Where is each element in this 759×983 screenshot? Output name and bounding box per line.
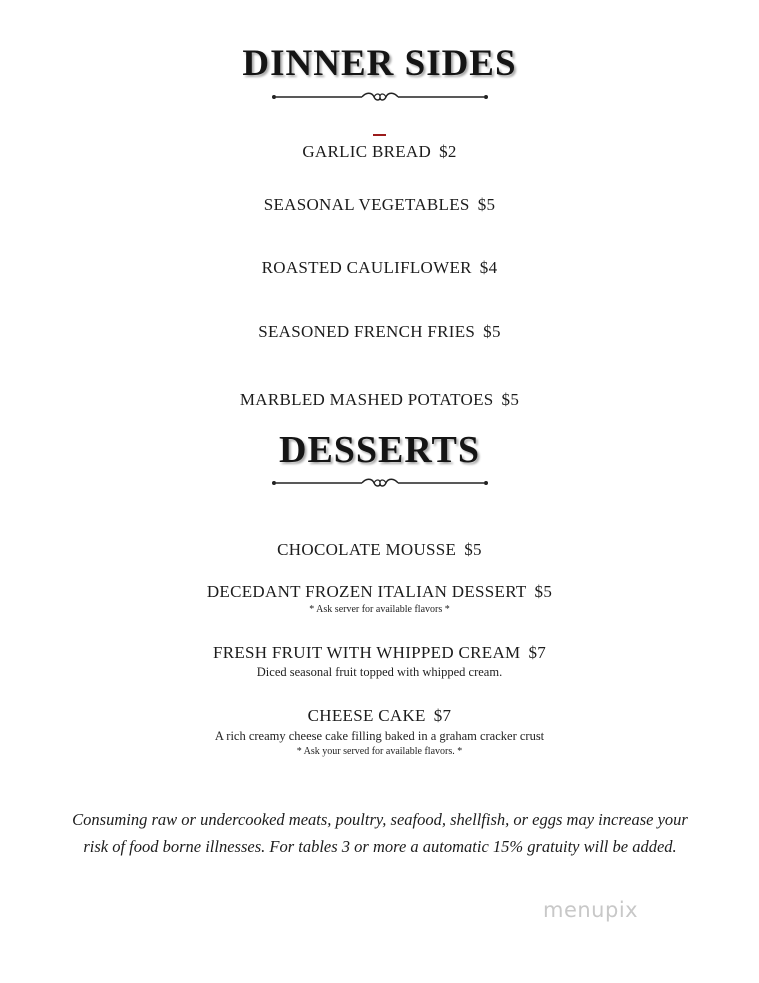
item-price: $4 xyxy=(479,258,498,277)
item-price: $7 xyxy=(528,643,547,662)
dinner-sides-heading: DINNER SIDES xyxy=(242,43,517,84)
item-price: $7 xyxy=(433,706,452,725)
divider-flourish-icon xyxy=(270,476,490,490)
item-price: $2 xyxy=(439,142,457,161)
menu-item xyxy=(0,643,759,663)
menu-item xyxy=(0,258,759,278)
item-price: $5 xyxy=(477,195,496,214)
item-note: * Ask server for available flavors * xyxy=(309,604,450,615)
menu-item xyxy=(0,540,759,560)
menu-item xyxy=(0,142,759,162)
item-price: $5 xyxy=(464,540,482,559)
food-safety-disclaimer xyxy=(40,806,720,860)
menupix-watermark: menupix xyxy=(543,898,639,922)
item-name: CHEESE CAKE xyxy=(307,706,426,725)
disclaimer-line: Consuming raw or undercooked meats, poultry, seafood, shellfish, or eggs may increase your xyxy=(72,810,688,829)
item-note: * Ask your served for available flavors. * xyxy=(296,746,463,757)
item-name: SEASONED FRENCH FRIES xyxy=(258,322,476,341)
menu-item xyxy=(0,195,759,215)
item-price: $5 xyxy=(501,390,520,409)
menu-item xyxy=(0,390,759,410)
item-name: MARBLED MASHED POTATOES xyxy=(239,390,494,409)
desserts-heading: DESSERTS xyxy=(279,429,480,471)
item-name: GARLIC BREAD xyxy=(302,142,432,161)
menu-item xyxy=(0,582,759,602)
item-note: A rich creamy cheese cake filling baked in a graham cracker crust xyxy=(214,729,545,743)
item-name: DECEDANT FROZEN ITALIAN DESSERT xyxy=(206,582,527,601)
disclaimer-line: risk of food borne illnesses. For tables 3 or more a automatic 15% gratuity will be added. xyxy=(83,837,677,856)
item-note: Diced seasonal fruit topped with whipped cream. xyxy=(256,665,503,679)
divider-flourish-icon xyxy=(270,90,490,104)
menu-item xyxy=(0,322,759,342)
item-name: SEASONAL VEGETABLES xyxy=(263,195,470,214)
accent-dash xyxy=(373,134,386,136)
item-name: ROASTED CAULIFLOWER xyxy=(261,258,472,277)
item-price: $5 xyxy=(483,322,501,341)
menu-item xyxy=(0,706,759,726)
item-price: $5 xyxy=(534,582,553,601)
item-name: CHOCOLATE MOUSSE xyxy=(277,540,457,559)
item-name: FRESH FRUIT WITH WHIPPED CREAM xyxy=(212,643,521,662)
